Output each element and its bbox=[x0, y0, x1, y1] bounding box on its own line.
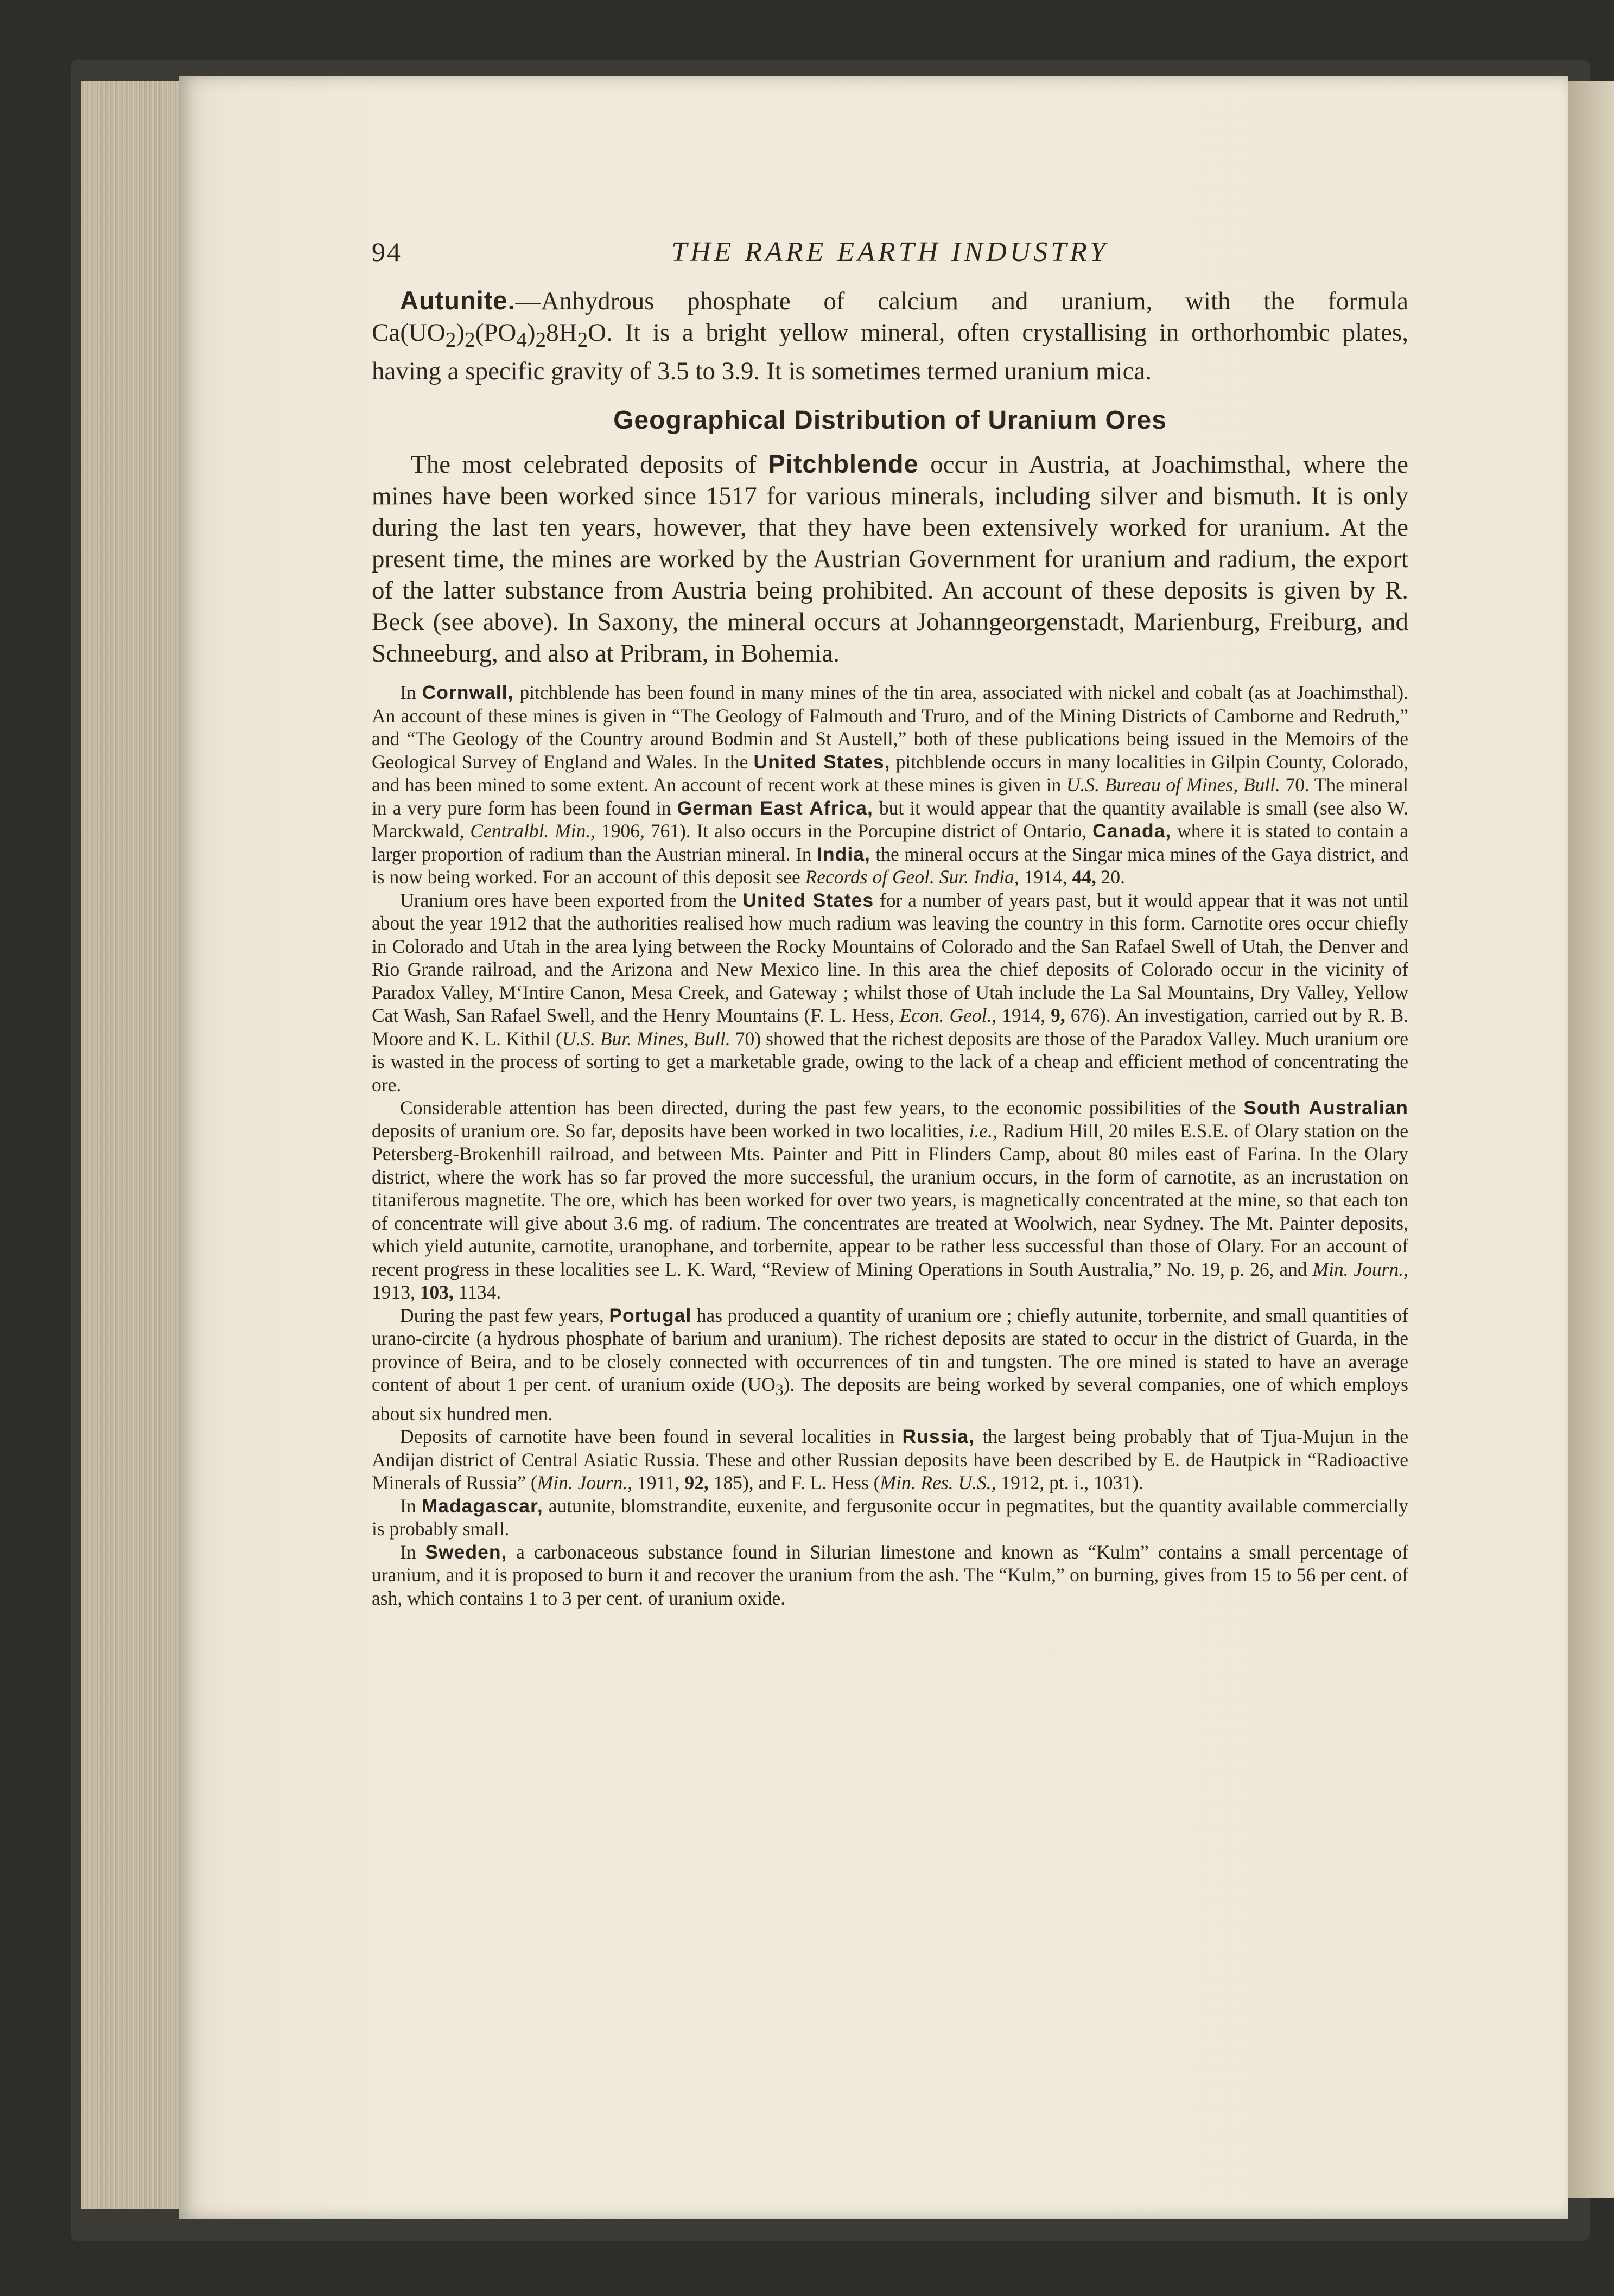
autunite-paragraph: Autunite.—Anhydrous phosphate of calcium and uranium, with the formula $Ca(UO_2)_2(PO_4)_28H_2O$. It is a bright yellow mineral, often crystallising in orthorhombic plates, having a specific gravity of 3.5 to 3.9. It is sometimes termed uranium mica. bbox=[372, 286, 1408, 386]
page-number: 94 bbox=[372, 237, 402, 267]
book-page bbox=[179, 76, 1568, 2219]
pitchblende-term: Pitchblende bbox=[768, 449, 919, 479]
page-content bbox=[372, 225, 1408, 1610]
autunite-term: Autunite. bbox=[400, 286, 516, 315]
pitchblende-paragraph: The most celebrated deposits of Pitchblende occur in Austria, at Joachimsthal, where the mines have been worked since 1517 for various minerals, including silver and bismuth. It is only during the last ten years, however, that they have been extensively worked for uranium. At the present time, the mines are worked by the Austrian Government for uranium and radium, the export of the latter substance from Austria being prohibited. An account of these deposits is given by R. Beck (see above). In Saxony, the mineral occurs at Johanngeorgenstadt, Marienburg, Freiburg, and Schneeburg, and also at Pribram, in Bohemia. bbox=[372, 449, 1408, 668]
section-heading: Geographical Distribution of Uranium Ores bbox=[613, 406, 1167, 435]
page-header bbox=[372, 225, 1408, 285]
portugal-paragraph: During the past few years, Portugal has produced a quantity of uranium ore ; chiefly autunite, torbernite, and small quantities of urano-circite (a hydrous phosphate of barium and uranium). The richest deposits are stated to occur in the district of Guarda, in the province of Beira, and to be closely connected with occurrences of tin and tungsten. The ore mined is stated to have an average content of about 1 per cent. of uranium oxide $(UO_3)$. The deposits are being worked by several companies, one of which employs about six hundred men. bbox=[372, 1304, 1409, 1424]
page-edges bbox=[81, 81, 185, 2209]
south-australia-paragraph: Considerable attention has been directed, during the past few years, to the economic possibilities of the South Australian deposits of uranium ore. So far, deposits have been worked in two localities, i.e., Radium Hill, 20 miles E.S.E. of Olary station on the Petersberg-Brokenhill railroad, and between Mts. Painter and Pitt in Flinders Camp, about 80 miles east of Farina. In the Olary district, where the work has so far proved the more successful, the uranium occurs, in the form of carnotite, as an incrustation on titaniferous magnetite. The ore, which has been worked for over two years, is magnetically concentrated at the mine, so that each ton of concentrate will give about 3.6 mg. of radium. The concentrates are treated at Woolwich, near Sydney. The Mt. Painter deposits, which yield autunite, carnotite, uranophane, and torbernite, appear to be rather less successful than those of Olary. For an account of recent progress in these localities see L. K. Ward, “Review of Mining Operations in South Australia,” No. 19, p. 26, and Min. Journ., 1913, 103, 1134. bbox=[372, 1097, 1408, 1303]
running-title: THE RARE EARTH INDUSTRY bbox=[671, 237, 1109, 268]
facing-page-edge bbox=[1563, 81, 1614, 2198]
sweden-paragraph: In Sweden, a carbonaceous substance found in Silurian limestone and known as “Kulm” contains a small percentage of uranium, and it is proposed to burn it and recover the uranium from the ash. The “Kulm,” on burning, gives from 15 to 56 per cent. of ash, which contains 1 to 3 per cent. of uranium oxide. bbox=[372, 1541, 1409, 1609]
cornwall-paragraph: In Cornwall, pitchblende has been found in many mines of the tin area, associated with nickel and cobalt (as at Joachimsthal). An account of these mines is given in “The Geology of Falmouth and Truro, and of the Mining Districts of Camborne and Redruth,” and “The Geology of the Country around Bodmin and St Austell,” both of these publications being issued in the Memoirs of the Geological Survey of England and Wales. In the United States, pitchblende occurs in many localities in Gilpin County, Colorado, and has been mined to some extent. An account of recent work at these mines is given in U.S. Bureau of Mines, Bull. 70. The mineral in a very pure form has been found in German East Africa, but it would appear that the quantity available is small (see also W. Marckwald, Centralbl. Min., 1906, 761). It also occurs in the Porcupine district of Ontario, Canada, where it is stated to contain a larger proportion of radium than the Austrian mineral. In India, the mineral occurs at the Singar mica mines of the Gaya district, and is now being worked. For an account of this deposit see Records of Geol. Sur. India, 1914, 44, 20. bbox=[372, 682, 1409, 888]
russia-paragraph: Deposits of carnotite have been found in several localities in Russia, the largest being probably that of Tjua-Mujun in the Andijan district of Central Asiatic Russia. These and other Russian deposits have been described by E. de Hautpick in “Radioactive Minerals of Russia” (Min. Journ., 1911, 92, 185), and F. L. Hess (Min. Res. U.S., 1912, pt. i., 1031). bbox=[372, 1426, 1408, 1494]
madagascar-paragraph: In Madagascar, autunite, blomstrandite, euxenite, and fergusonite occur in pegmatites, but the quantity available commercially is probably small. bbox=[372, 1494, 1408, 1540]
united-states-paragraph: Uranium ores have been exported from the United States for a number of years past, but it would appear that it was not until about the year 1912 that the authorities realised how much radium was leaving the country in this form. Carnotite ores occur chiefly in Colorado and Utah in the area lying between the Rocky Mountains of Colorado and the San Rafael Swell of Utah, the Denver and Rio Grande railroad, and the Arizona and New Mexico line. In this area the chief deposits of Colorado occur in the vicinity of Paradox Valley, M‘Intire Canon, Mesa Creek, and Gateway ; whilst those of Utah include the La Sal Mountains, Dry Valley, Yellow Cat Wash, San Rafael Swell, and the Henry Mountains (F. L. Hess, Econ. Geol., 1914, 9, 676). An investigation, carried out by R. B. Moore and K. L. Kithil (U.S. Bur. Mines, Bull. 70) showed that the richest deposits are those of the Paradox Valley. Much uranium ore is wasted in the process of sorting to get a marketable grade, owing to the lack of a cheap and efficient method of concentrating the ore. bbox=[372, 889, 1409, 1096]
